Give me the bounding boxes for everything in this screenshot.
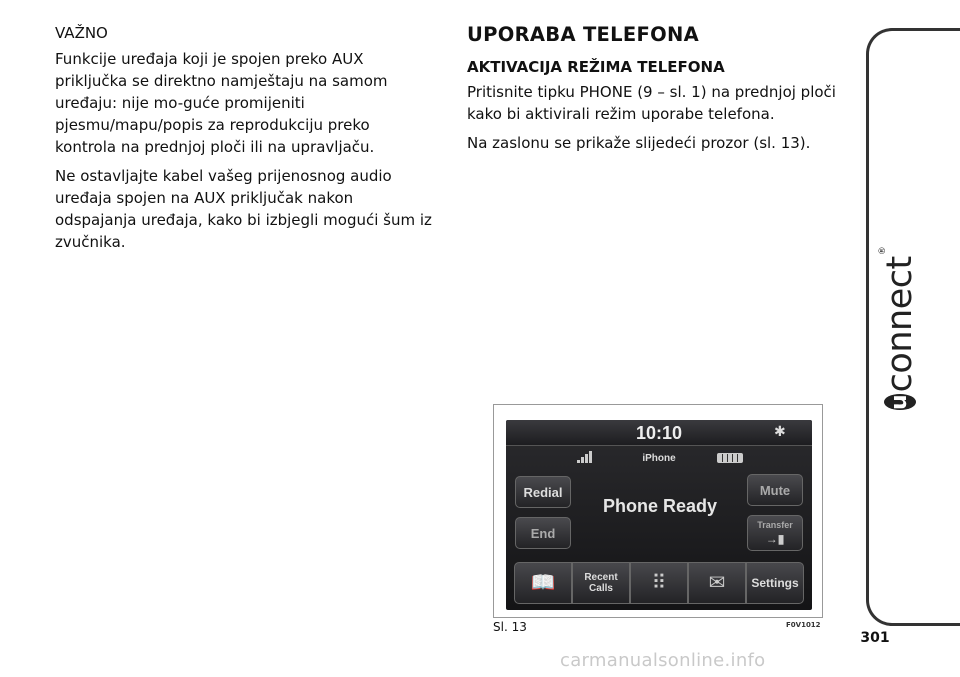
paragraph-phone-button: Pritisnite tipku PHONE (9 – sl. 1) na prednjoj ploči kako bi aktivirali režim uporabe telefona. bbox=[467, 83, 836, 123]
clock: 10:10 bbox=[635, 423, 683, 443]
phone-name: iPhone bbox=[642, 453, 676, 464]
logo-u-badge: u bbox=[884, 394, 916, 410]
mute-button[interactable]: Mute bbox=[747, 474, 803, 506]
watermark: carmanualsonline.info bbox=[560, 650, 766, 671]
recent-calls-label-line2: Calls bbox=[589, 583, 613, 594]
figure-code: F0V1012 bbox=[786, 621, 821, 629]
section-title: UPORABA TELEFONA bbox=[467, 23, 700, 46]
recent-calls-label-line1: Recent bbox=[584, 572, 618, 583]
logo-text: connect bbox=[880, 256, 920, 393]
bottom-button-bar bbox=[514, 562, 804, 604]
bluetooth-icon: ✱ bbox=[774, 424, 786, 440]
paragraph-aux-cable: Ne ostavljajte kabel vašeg prijenosnog audio uređaja spojen na AUX priključak nakon odspajanja uređaja, kako bi izbjegli mogući šum iz zvučnika. bbox=[55, 167, 432, 251]
paragraph-screen-window: Na zaslonu se prikaže slijedeći prozor (sl. 13). bbox=[467, 134, 811, 152]
uconnect-logo bbox=[870, 246, 930, 410]
section-subtitle: AKTIVACIJA REŽIMA TELEFONA bbox=[467, 58, 725, 76]
logo-registered-mark: ® bbox=[878, 246, 888, 256]
settings-button[interactable]: Settings bbox=[746, 562, 804, 604]
transfer-button[interactable] bbox=[747, 515, 803, 551]
phone-screen bbox=[506, 420, 812, 610]
envelope-icon: ✉ bbox=[708, 571, 726, 594]
redial-button[interactable]: Redial bbox=[515, 476, 571, 508]
phone-status-text: Phone Ready bbox=[602, 496, 718, 516]
phonebook-icon: 📖 bbox=[530, 571, 556, 594]
right-column bbox=[467, 22, 842, 161]
recent-calls-button[interactable] bbox=[572, 562, 630, 604]
battery-icon bbox=[717, 453, 743, 463]
figure-caption: Sl. 13 bbox=[493, 620, 527, 634]
phonebook-button[interactable] bbox=[514, 562, 572, 604]
messages-button[interactable] bbox=[688, 562, 746, 604]
page-number: 301 bbox=[860, 630, 890, 646]
keypad-icon: ⠿ bbox=[651, 571, 667, 594]
important-label: VAŽNO bbox=[55, 24, 108, 42]
recent-calls-label bbox=[584, 572, 617, 594]
transfer-icon: →▮ bbox=[765, 532, 785, 546]
left-column bbox=[55, 22, 435, 260]
keypad-button[interactable] bbox=[630, 562, 688, 604]
transfer-label: Transfer bbox=[757, 520, 793, 530]
end-button[interactable]: End bbox=[515, 517, 571, 549]
paragraph-aux-functions: Funkcije uređaja koji je spojen preko AUX priključka se direktno namještaju na samom uređaju: nije mo-guće promijeniti pjesmu/mapu/popis za reprodukciju preko kontrola na prednjoj ploči ili na upravljaču. bbox=[55, 50, 388, 156]
